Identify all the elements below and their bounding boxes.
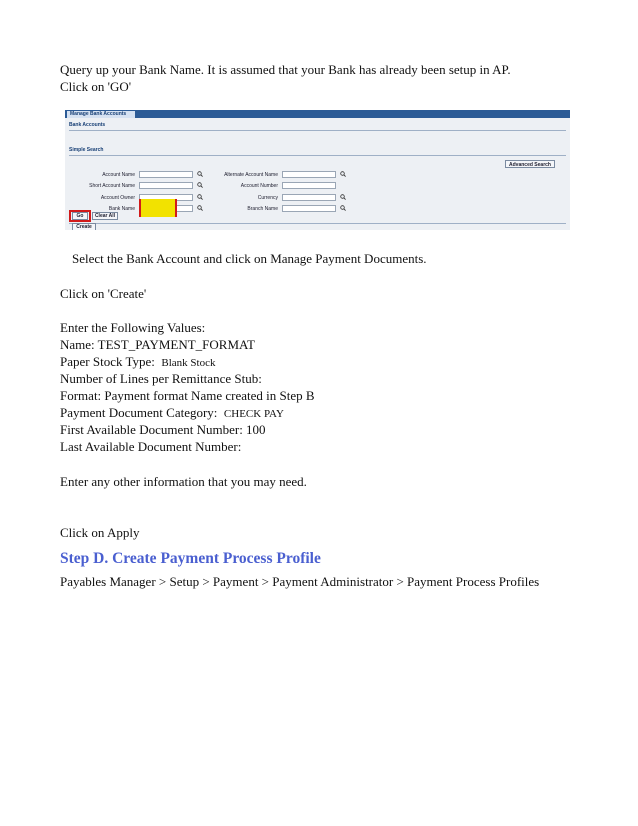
alternate-account-name-input[interactable] [282,171,336,178]
search-icon[interactable] [197,194,203,200]
search-icon[interactable] [340,171,346,177]
currency-input[interactable] [282,194,336,201]
alternate-account-name-label: Alternate Account Name [224,172,278,178]
category-label: Payment Document Category: [60,405,218,420]
paper-stock-type [60,354,216,371]
enter-values-heading: Enter the Following Values: [60,320,206,335]
last-document-number: Last Available Document Number: [60,439,242,454]
section-title: Simple Search [69,147,104,153]
search-icon[interactable] [197,171,203,177]
click-apply-step: Click on Apply [60,525,140,540]
payment-document-category [60,405,284,422]
paper-stock-label: Paper Stock Type: [60,354,155,369]
first-document-number: First Available Document Number: 100 [60,422,266,437]
branch-name-input[interactable] [282,205,336,212]
search-icon[interactable] [197,182,203,188]
page-title: Bank Accounts [69,122,106,128]
divider [69,130,566,131]
lines-per-stub: Number of Lines per Remittance Stub: [60,371,262,386]
category-value: CHECK PAY [223,408,284,420]
search-icon[interactable] [340,194,346,200]
click-create-step: Click on 'Create' [60,286,147,301]
branch-name-label: Branch Name [247,206,278,212]
divider [69,155,566,156]
clear-all-button[interactable]: Clear All [92,212,118,220]
short-account-name-input[interactable] [139,182,193,189]
account-name-label: Account Name [102,172,135,178]
advanced-search-button[interactable]: Advanced Search [505,160,555,168]
bank-name-label: Bank Name [108,206,135,212]
navigation-path: Payables Manager > Setup > Payment > Payment Administrator > Payment Process Profiles [60,574,540,589]
short-account-name-label: Short Account Name [89,183,135,189]
create-button[interactable]: Create [72,223,96,230]
select-account-step: Select the Bank Account and click on Manage Payment Documents. [72,251,427,266]
go-button[interactable]: Go [72,212,88,220]
account-name-input[interactable] [139,171,193,178]
name-value: Name: TEST_PAYMENT_FORMAT [60,337,255,352]
bank-name-highlight [139,199,177,217]
step-d-heading: Step D. Create Payment Process Profile [60,550,321,567]
paper-stock-value: Blank Stock [161,357,216,369]
other-info-step: Enter any other information that you may need. [60,474,307,489]
tab-bar [65,110,570,118]
search-icon[interactable] [197,205,203,211]
account-owner-label: Account Owner [100,195,135,201]
bank-accounts-screenshot [65,110,570,230]
search-icon[interactable] [340,205,346,211]
account-number-label: Account Number [240,183,278,189]
tab-manage-bank-accounts[interactable]: Manage Bank Accounts [67,111,135,118]
intro-line-2: Click on 'GO' [60,79,132,94]
account-number-input[interactable] [282,182,336,189]
currency-label: Currency [257,195,278,201]
divider [69,223,566,224]
format-value: Format: Payment format Name created in Step B [60,388,315,403]
intro-line-1: Query up your Bank Name. It is assumed that your Bank has already been setup in AP. [60,62,511,77]
